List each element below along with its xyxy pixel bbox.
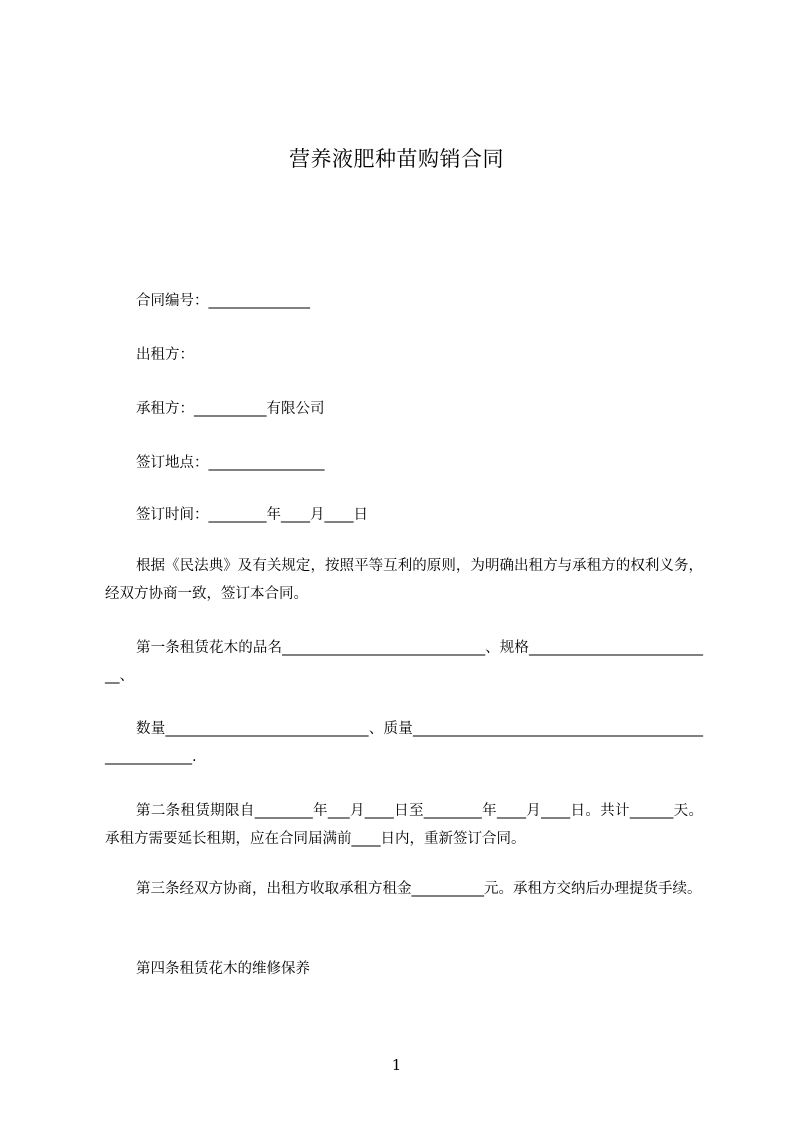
lessee-field: 承租方：__________有限公司 [136, 401, 325, 417]
contract-number-field: 合同编号：______________ [136, 293, 310, 309]
sign-place-field: 签订地点：________________ [136, 455, 325, 471]
page-number: 1 [391, 1056, 402, 1074]
document-title: 营养液肥种苗购销合同 [289, 147, 504, 171]
sign-time-field: 签订时间：________年____月____日 [136, 507, 368, 523]
preamble-paragraph: 根据《民法典》及有关规定，按照平等互利的原则，为明确出租方与承租方的权利义务，经双方协商一致，签订本合同。 [105, 558, 703, 602]
article-2-paragraph: 第二条租赁期限自________年___月____日至________年____月____日。共计______天。承租方需要延长租期，应在合同届满前____日内，重新签订合同。 [105, 803, 703, 847]
article-1-paragraph: 第一条租赁花木的品名____________________________、规格__________________________、 [105, 640, 703, 684]
article-4-heading: 第四条租赁花木的维修保养 [136, 961, 310, 977]
article-3-paragraph: 第三条经双方协商，出租方收取承租方租金__________元。承租方交纳后办理提货手续。 [136, 881, 702, 897]
lessor-field: 出租方： [136, 347, 194, 363]
article-1-continued-paragraph: 数量____________________________、质量____________________________________________________. [105, 721, 703, 765]
